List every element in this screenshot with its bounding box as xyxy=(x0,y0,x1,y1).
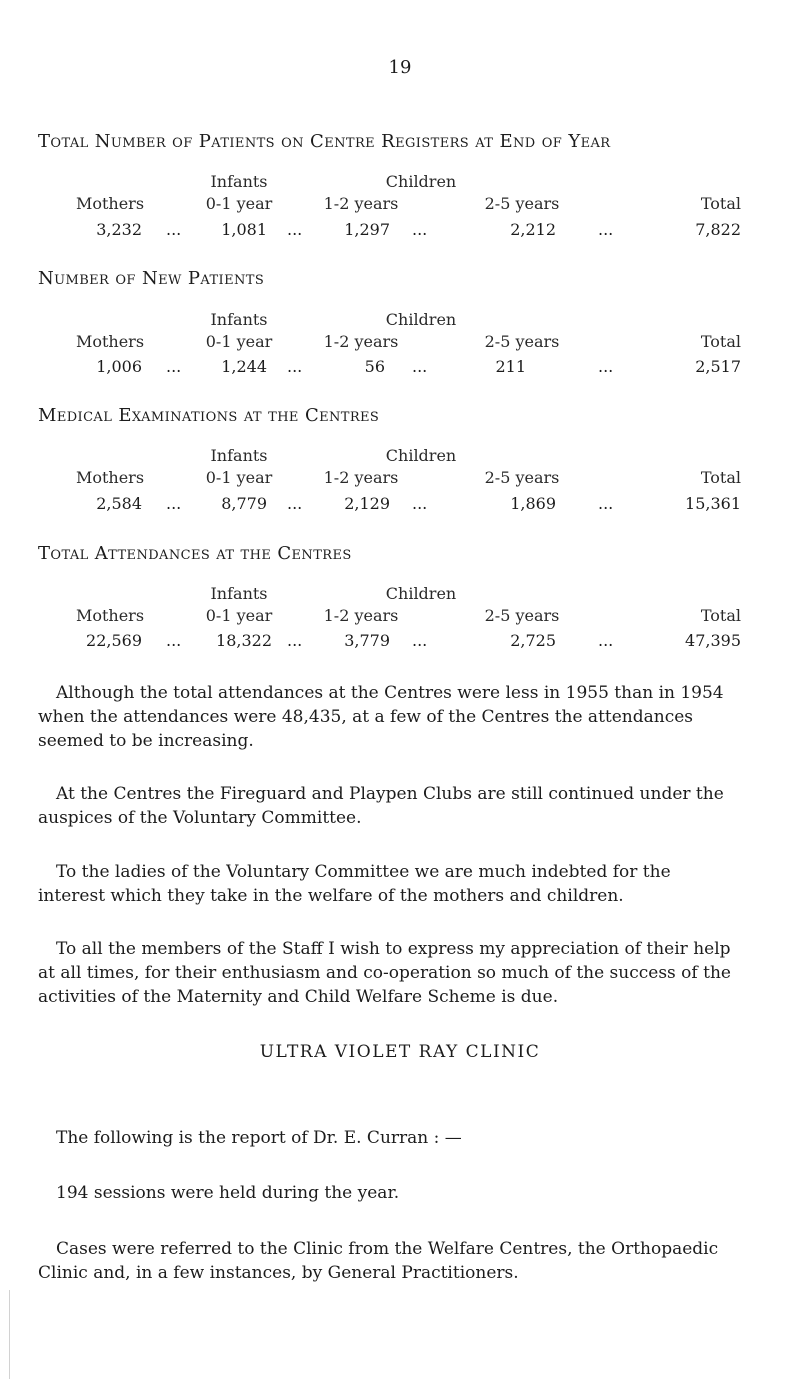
paragraph-clubs: At the Centres the Fireguard and Playpen Clubs are still continued under the auspices of the Voluntary Committee. xyxy=(38,784,724,828)
column-header-infants: 0-1 year xyxy=(205,606,273,625)
cell-1-2-years: 1,297 xyxy=(344,220,390,239)
column-header-2-5-years: 2-5 years xyxy=(484,606,560,625)
table-group-header-row xyxy=(0,446,800,468)
group-label-infants: Infants xyxy=(210,446,268,465)
dot-leader: ... xyxy=(287,494,303,513)
dot-leader: ... xyxy=(412,220,428,239)
dot-leader: ... xyxy=(598,220,614,239)
dot-leader: ... xyxy=(287,357,303,376)
dot-leader: ... xyxy=(412,631,428,650)
table-column-header-row xyxy=(0,606,800,628)
table-group-header-row xyxy=(0,310,800,332)
table-row xyxy=(0,220,800,242)
column-header-1-2-years: 1-2 years xyxy=(323,194,399,213)
cell-total: 7,822 xyxy=(695,220,741,239)
cell-1-2-years: 56 xyxy=(364,357,385,376)
cell-mothers: 22,569 xyxy=(86,631,142,650)
column-header-infants: 0-1 year xyxy=(205,332,273,351)
column-header-2-5-years: 2-5 years xyxy=(484,194,560,213)
group-label-infants: Infants xyxy=(210,310,268,329)
cell-2-5-years: 211 xyxy=(495,357,526,376)
table-group-header-row xyxy=(0,584,800,606)
column-header-2-5-years: 2-5 years xyxy=(484,332,560,351)
cell-total: 47,395 xyxy=(685,631,741,650)
dot-leader: ... xyxy=(598,494,614,513)
column-header-total: Total xyxy=(700,468,741,487)
cell-infants: 1,244 xyxy=(221,357,267,376)
group-label-children: Children xyxy=(385,584,457,603)
paragraph-attendances: Although the total attendances at the Centres were less in 1955 than in 1954 when the attendances were 48,435, at a few of the Centres the attendances seemed to be increasing. xyxy=(38,683,724,751)
table-column-header-row xyxy=(0,194,800,216)
dot-leader: ... xyxy=(412,357,428,376)
dot-leader: ... xyxy=(166,220,182,239)
column-header-mothers: Mothers xyxy=(75,468,145,487)
table-group-header-row xyxy=(0,172,800,194)
column-header-1-2-years: 1-2 years xyxy=(323,332,399,351)
section-heading-registered-patients: Total Number of Patients on Centre Registers at End of Year xyxy=(38,131,611,152)
cell-mothers: 2,584 xyxy=(96,494,142,513)
cell-mothers: 3,232 xyxy=(96,220,142,239)
dot-leader: ... xyxy=(166,494,182,513)
group-label-children: Children xyxy=(385,310,457,329)
cell-2-5-years: 2,725 xyxy=(510,631,556,650)
column-header-1-2-years: 1-2 years xyxy=(323,468,399,487)
paragraph-sessions: 194 sessions were held during the year. xyxy=(56,1183,400,1203)
table-row xyxy=(0,357,800,379)
section-heading-new-patients: Number of New Patients xyxy=(38,268,265,289)
paragraph-referrals: Cases were referred to the Clinic from the Welfare Centres, the Orthopaedic Clinic and, in a few instances, by General Practitioners. xyxy=(38,1239,719,1283)
dot-leader: ... xyxy=(166,631,182,650)
section-title-ultra-violet-ray-clinic: ULTRA VIOLET RAY CLINIC xyxy=(259,1042,541,1062)
column-header-mothers: Mothers xyxy=(75,606,145,625)
cell-infants: 18,322 xyxy=(216,631,272,650)
cell-1-2-years: 2,129 xyxy=(344,494,390,513)
section-heading-total-attendances: Total Attendances at the Centres xyxy=(38,543,352,564)
page-number: 19 xyxy=(388,57,412,78)
dot-leader: ... xyxy=(287,631,303,650)
paragraph-staff-appreciation: To all the members of the Staff I wish to express my appreciation of their help at all times, for their enthusiasm and co-operation so much of the success of the activities of the Maternity and Child Welfare Scheme is due. xyxy=(38,939,731,1007)
cell-2-5-years: 1,869 xyxy=(510,494,556,513)
dot-leader: ... xyxy=(598,631,614,650)
cell-infants: 8,779 xyxy=(221,494,267,513)
dot-leader: ... xyxy=(598,357,614,376)
column-header-1-2-years: 1-2 years xyxy=(323,606,399,625)
dot-leader: ... xyxy=(412,494,428,513)
column-header-mothers: Mothers xyxy=(75,332,145,351)
column-header-infants: 0-1 year xyxy=(205,468,273,487)
cell-2-5-years: 2,212 xyxy=(510,220,556,239)
table-column-header-row xyxy=(0,332,800,354)
group-label-infants: Infants xyxy=(210,172,268,191)
table-column-header-row xyxy=(0,468,800,490)
column-header-2-5-years: 2-5 years xyxy=(484,468,560,487)
cell-total: 15,361 xyxy=(685,494,741,513)
group-label-children: Children xyxy=(385,172,457,191)
paragraph-report-intro: The following is the report of Dr. E. Curran : — xyxy=(56,1128,462,1148)
column-header-total: Total xyxy=(700,194,741,213)
cell-infants: 1,081 xyxy=(221,220,267,239)
cell-mothers: 1,006 xyxy=(96,357,142,376)
column-header-mothers: Mothers xyxy=(75,194,145,213)
page-edge-line xyxy=(9,1290,10,1379)
group-label-infants: Infants xyxy=(210,584,268,603)
group-label-children: Children xyxy=(385,446,457,465)
table-row xyxy=(0,631,800,653)
section-heading-medical-examinations: Medical Examinations at the Centres xyxy=(38,405,380,426)
cell-1-2-years: 3,779 xyxy=(344,631,390,650)
dot-leader: ... xyxy=(166,357,182,376)
column-header-total: Total xyxy=(700,332,741,351)
column-header-total: Total xyxy=(700,606,741,625)
dot-leader: ... xyxy=(287,220,303,239)
table-row xyxy=(0,494,800,516)
column-header-infants: 0-1 year xyxy=(205,194,273,213)
cell-total: 2,517 xyxy=(695,357,741,376)
paragraph-voluntary-committee: To the ladies of the Voluntary Committee we are much indebted for the interest which they take in the welfare of the mothers and children. xyxy=(38,862,671,906)
